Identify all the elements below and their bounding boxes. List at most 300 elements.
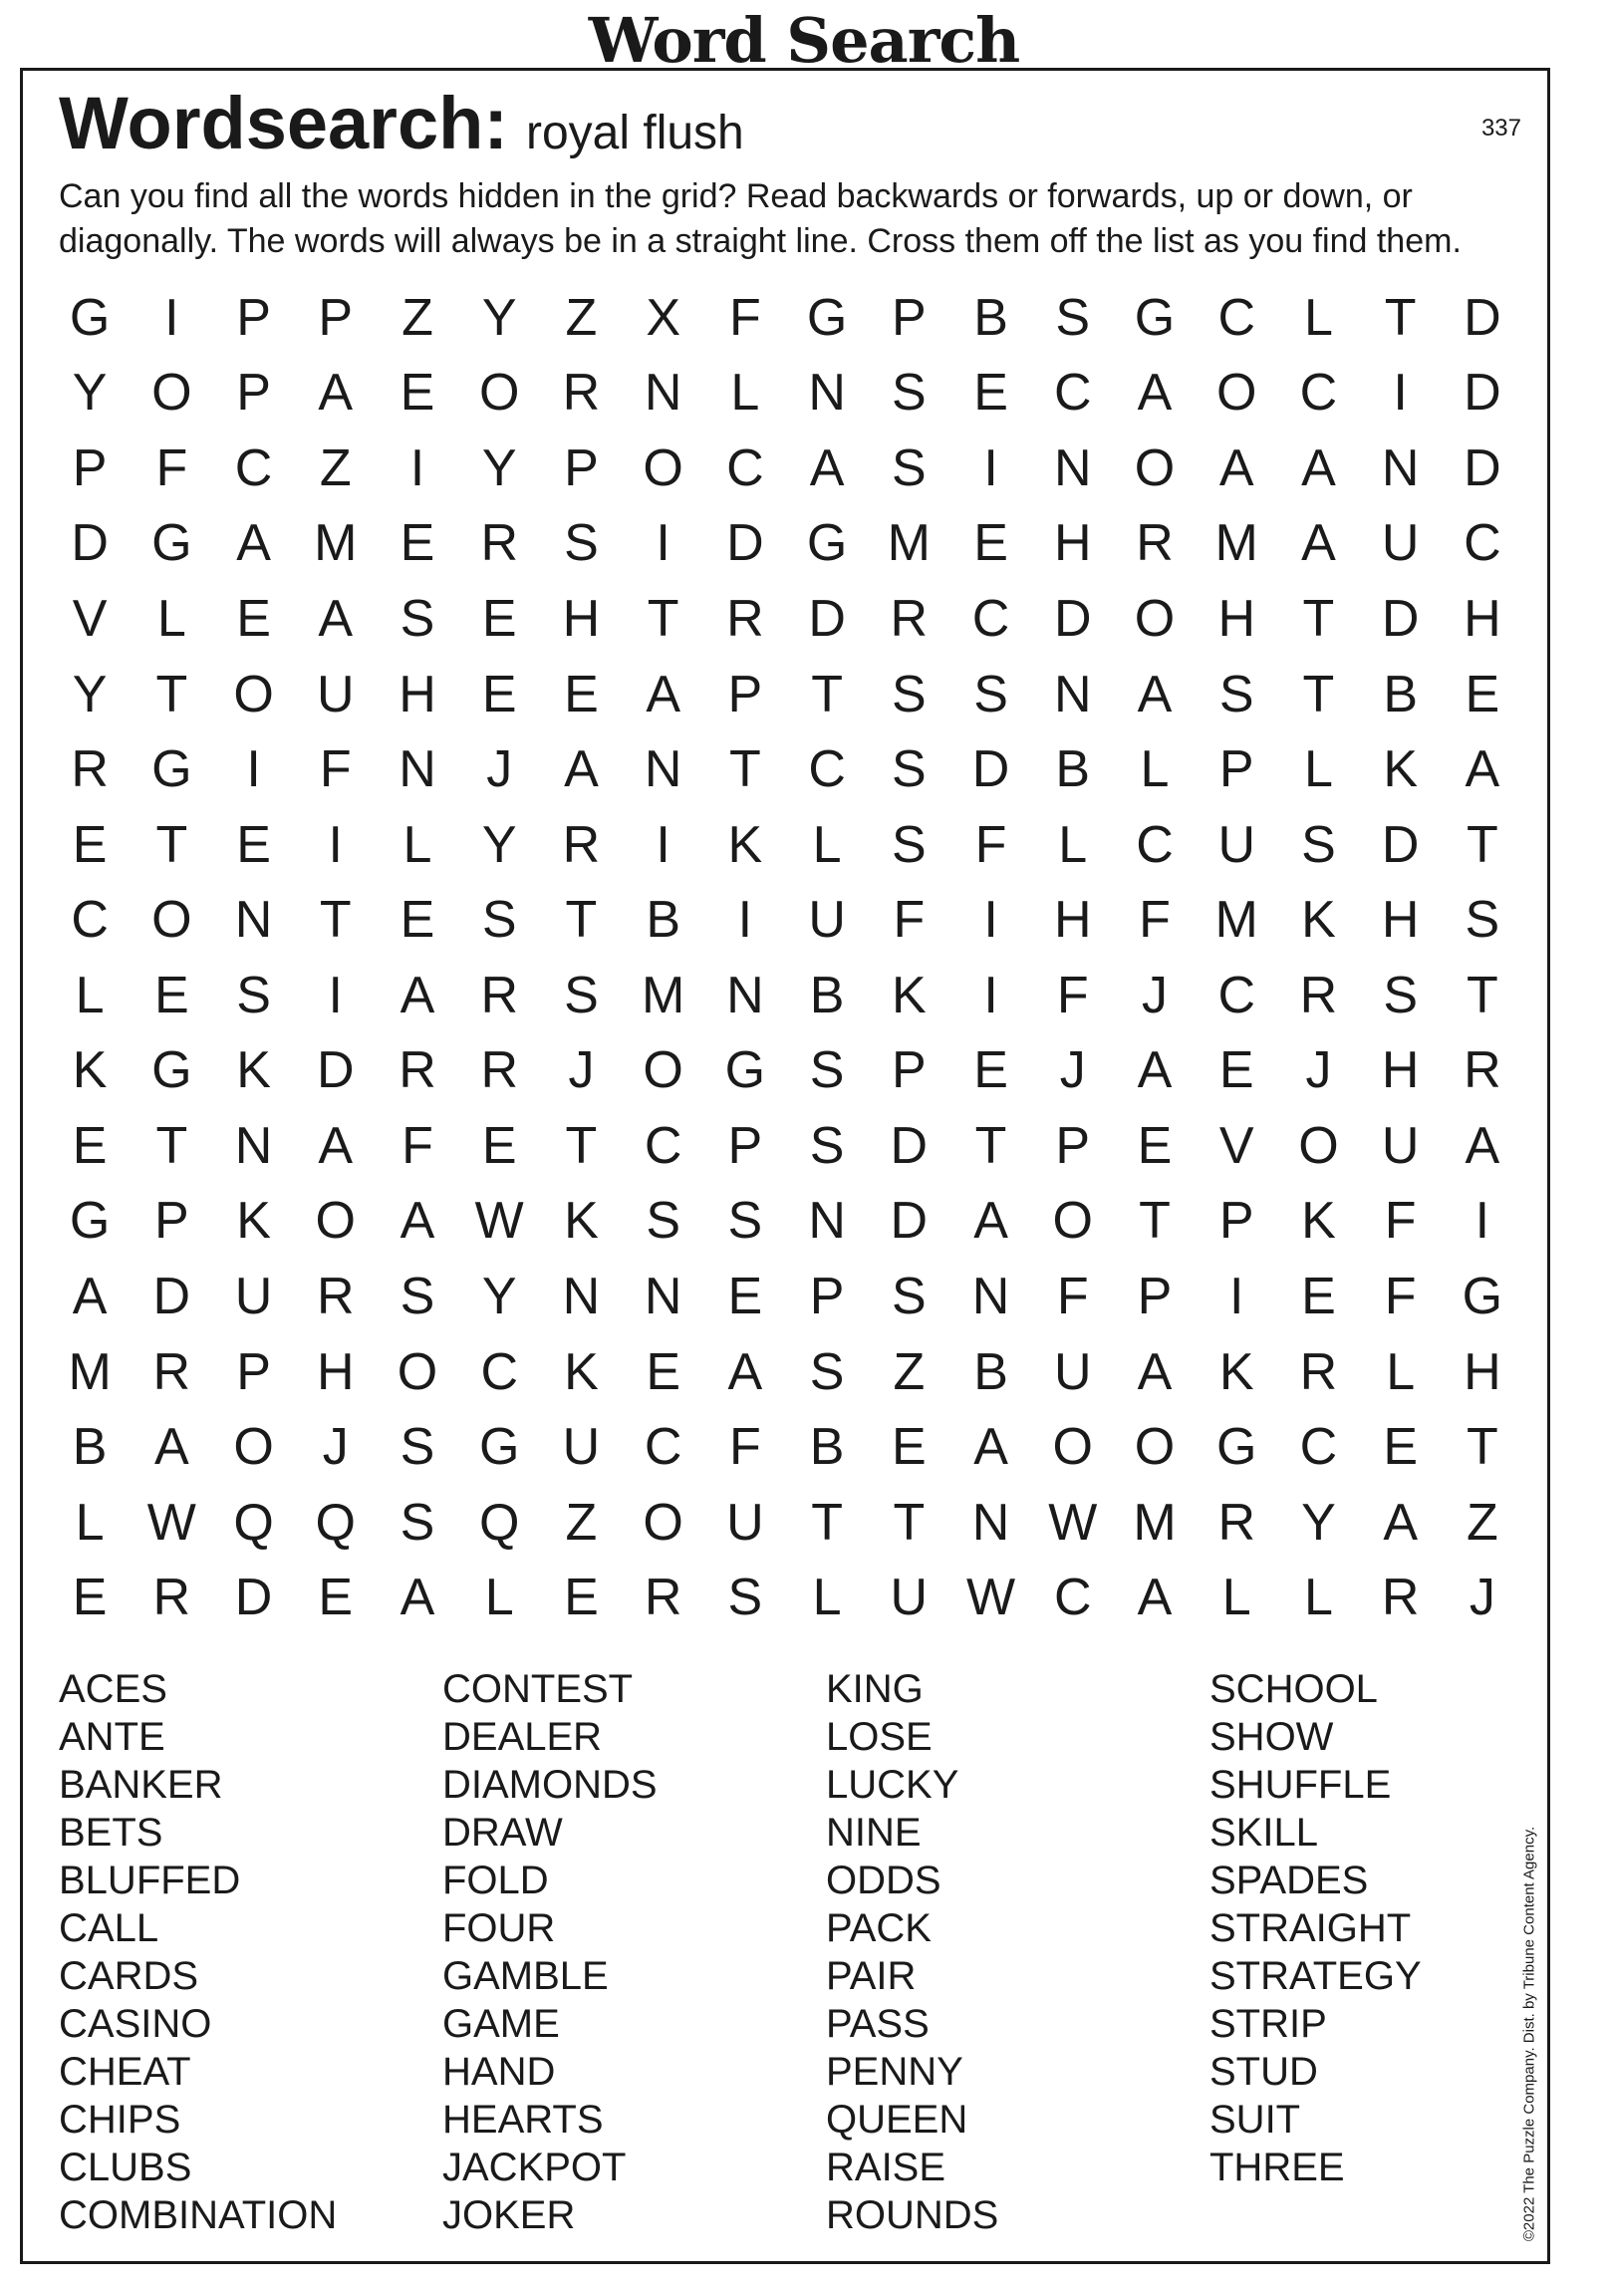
grid-letter[interactable]: H — [1217, 589, 1255, 648]
grid-letter[interactable]: M — [68, 1342, 112, 1401]
grid-letter[interactable]: O — [1215, 364, 1257, 423]
grid-letter[interactable]: C — [644, 1116, 682, 1175]
grid-letter[interactable]: I — [246, 740, 261, 799]
grid-letter[interactable]: R — [562, 364, 601, 423]
grid-letter[interactable]: S — [727, 1192, 763, 1251]
grid-letter[interactable]: A — [1137, 665, 1173, 723]
grid-letter[interactable]: O — [315, 1192, 356, 1251]
grid-letter[interactable]: N — [399, 740, 436, 799]
grid-letter[interactable]: S — [809, 1116, 845, 1175]
grid-letter[interactable]: H — [1381, 891, 1420, 950]
grid-letter[interactable]: K — [564, 1192, 599, 1251]
grid-letter[interactable]: R — [399, 1041, 436, 1100]
grid-letter[interactable]: N — [808, 364, 846, 423]
grid-letter[interactable]: F — [974, 815, 1007, 874]
grid-letter[interactable]: Y — [72, 364, 108, 423]
grid-letter[interactable]: E — [400, 514, 435, 573]
grid-letter[interactable]: C — [726, 438, 764, 497]
grid-letter[interactable]: E — [236, 589, 271, 648]
grid-letter[interactable]: A — [1465, 740, 1500, 799]
grid-letter[interactable]: R — [1299, 1342, 1338, 1401]
grid-letter[interactable]: C — [1053, 364, 1092, 423]
grid-letter[interactable]: D — [1464, 288, 1501, 347]
grid-letter[interactable]: N — [726, 966, 764, 1024]
grid-letter[interactable]: J — [486, 740, 513, 799]
grid-letter[interactable]: S — [400, 589, 435, 648]
grid-letter[interactable]: A — [318, 589, 354, 648]
grid-letter[interactable]: P — [727, 665, 763, 723]
grid-letter[interactable]: V — [1218, 1116, 1254, 1175]
grid-letter[interactable]: R — [480, 1041, 518, 1100]
grid-letter[interactable]: A — [318, 364, 354, 423]
grid-letter[interactable]: L — [1386, 1342, 1416, 1401]
grid-letter[interactable]: E — [400, 891, 435, 950]
grid-letter[interactable]: F — [1384, 1267, 1417, 1325]
grid-letter[interactable]: K — [1383, 740, 1418, 799]
grid-letter[interactable]: L — [1140, 740, 1170, 799]
grid-letter[interactable]: M — [887, 514, 931, 573]
grid-letter[interactable]: D — [234, 1569, 273, 1627]
grid-letter[interactable]: U — [1053, 1342, 1092, 1401]
grid-letter[interactable]: S — [973, 665, 1008, 723]
grid-letter[interactable]: C — [1299, 1418, 1338, 1477]
grid-letter[interactable]: G — [1462, 1267, 1503, 1325]
grid-letter[interactable]: P — [236, 1342, 271, 1401]
grid-letter[interactable]: P — [891, 1041, 927, 1100]
grid-letter[interactable]: N — [562, 1267, 601, 1325]
grid-letter[interactable]: Z — [893, 1342, 926, 1401]
grid-letter[interactable]: O — [151, 891, 192, 950]
grid-letter[interactable]: D — [1464, 438, 1501, 497]
grid-letter[interactable]: N — [644, 740, 682, 799]
grid-letter[interactable]: U — [562, 1418, 601, 1477]
grid-letter[interactable]: Y — [481, 1267, 517, 1325]
grid-letter[interactable]: U — [316, 665, 355, 723]
grid-letter[interactable]: L — [75, 1493, 105, 1552]
grid-letter[interactable]: C — [808, 740, 846, 799]
grid-letter[interactable]: Y — [481, 815, 517, 874]
grid-letter[interactable]: A — [564, 740, 599, 799]
grid-letter[interactable]: Y — [1301, 1493, 1336, 1552]
grid-letter[interactable]: L — [1058, 815, 1088, 874]
grid-letter[interactable]: X — [646, 288, 680, 347]
grid-letter[interactable]: A — [973, 1418, 1008, 1477]
grid-letter[interactable]: F — [1056, 1267, 1089, 1325]
grid-letter[interactable]: D — [971, 740, 1010, 799]
grid-letter[interactable]: S — [1301, 815, 1336, 874]
grid-letter[interactable]: Q — [478, 1493, 520, 1552]
grid-letter[interactable]: L — [484, 1569, 514, 1627]
grid-letter[interactable]: Q — [233, 1493, 274, 1552]
grid-letter[interactable]: O — [397, 1342, 438, 1401]
grid-letter[interactable]: K — [1218, 1342, 1254, 1401]
grid-letter[interactable]: S — [400, 1493, 435, 1552]
grid-letter[interactable]: G — [151, 740, 192, 799]
grid-letter[interactable]: M — [1214, 514, 1258, 573]
grid-letter[interactable]: S — [646, 1192, 680, 1251]
grid-letter[interactable]: R — [1464, 1041, 1501, 1100]
grid-letter[interactable]: W — [474, 1192, 524, 1251]
grid-letter[interactable]: Z — [1466, 1493, 1498, 1552]
grid-letter[interactable]: M — [641, 966, 685, 1024]
grid-letter[interactable]: D — [1464, 364, 1501, 423]
grid-letter[interactable]: O — [1134, 589, 1176, 648]
grid-letter[interactable]: A — [400, 1569, 435, 1627]
grid-letter[interactable]: U — [890, 1569, 929, 1627]
grid-letter[interactable]: W — [146, 1493, 196, 1552]
grid-letter[interactable]: T — [155, 1116, 188, 1175]
grid-letter[interactable]: I — [737, 891, 753, 950]
grid-letter[interactable]: B — [1055, 740, 1091, 799]
grid-letter[interactable]: C — [1217, 288, 1255, 347]
grid-letter[interactable]: V — [72, 589, 108, 648]
grid-letter[interactable]: F — [1139, 891, 1171, 950]
grid-letter[interactable]: O — [1052, 1418, 1093, 1477]
grid-letter[interactable]: I — [983, 891, 998, 950]
grid-letter[interactable]: P — [891, 288, 927, 347]
grid-letter[interactable]: E — [72, 1116, 108, 1175]
grid-letter[interactable]: I — [164, 288, 179, 347]
grid-letter[interactable]: B — [809, 1418, 845, 1477]
grid-letter[interactable]: S — [1055, 288, 1091, 347]
grid-letter[interactable]: R — [562, 815, 601, 874]
grid-letter[interactable]: N — [1053, 665, 1092, 723]
grid-letter[interactable]: I — [656, 815, 670, 874]
grid-letter[interactable]: S — [809, 1342, 845, 1401]
grid-letter[interactable]: R — [890, 589, 929, 648]
grid-letter[interactable]: E — [973, 1041, 1008, 1100]
grid-letter[interactable]: T — [1384, 288, 1417, 347]
grid-letter[interactable]: C — [480, 1342, 518, 1401]
grid-letter[interactable]: C — [234, 438, 273, 497]
grid-letter[interactable]: J — [1059, 1041, 1086, 1100]
grid-letter[interactable]: S — [564, 966, 599, 1024]
grid-letter[interactable]: E — [400, 364, 435, 423]
grid-letter[interactable]: N — [971, 1493, 1010, 1552]
grid-letter[interactable]: N — [234, 1116, 273, 1175]
grid-letter[interactable]: P — [236, 364, 271, 423]
grid-letter[interactable]: S — [400, 1267, 435, 1325]
grid-letter[interactable]: A — [1301, 514, 1336, 573]
grid-letter[interactable]: G — [724, 1041, 766, 1100]
grid-letter[interactable]: Y — [481, 288, 517, 347]
grid-letter[interactable]: T — [319, 891, 352, 950]
grid-letter[interactable]: P — [727, 1116, 763, 1175]
grid-letter[interactable]: L — [402, 815, 432, 874]
grid-letter[interactable]: I — [328, 815, 343, 874]
grid-letter[interactable]: B — [72, 1418, 108, 1477]
grid-letter[interactable]: O — [1134, 1418, 1176, 1477]
grid-letter[interactable]: F — [893, 891, 926, 950]
grid-letter[interactable]: L — [812, 815, 842, 874]
grid-letter[interactable]: H — [1464, 1342, 1501, 1401]
grid-letter[interactable]: O — [1298, 1116, 1339, 1175]
grid-letter[interactable]: U — [808, 891, 846, 950]
grid-letter[interactable]: O — [233, 1418, 274, 1477]
grid-letter[interactable]: M — [314, 514, 358, 573]
grid-letter[interactable]: N — [644, 1267, 682, 1325]
grid-letter[interactable]: P — [564, 438, 599, 497]
grid-letter[interactable]: L — [730, 364, 760, 423]
grid-letter[interactable]: F — [155, 438, 188, 497]
grid-letter[interactable]: P — [153, 1192, 189, 1251]
grid-letter[interactable]: A — [1218, 438, 1254, 497]
grid-letter[interactable]: S — [1218, 665, 1254, 723]
grid-letter[interactable]: O — [643, 438, 683, 497]
grid-letter[interactable]: D — [71, 514, 109, 573]
grid-letter[interactable]: H — [1464, 589, 1501, 648]
grid-letter[interactable]: I — [328, 966, 343, 1024]
grid-letter[interactable]: C — [71, 891, 109, 950]
grid-letter[interactable]: T — [565, 1116, 598, 1175]
grid-letter[interactable]: N — [644, 364, 682, 423]
grid-letter[interactable]: J — [1305, 1041, 1332, 1100]
grid-letter[interactable]: O — [1134, 438, 1176, 497]
grid-letter[interactable]: R — [152, 1342, 191, 1401]
grid-letter[interactable]: T — [155, 815, 188, 874]
grid-letter[interactable]: B — [809, 966, 845, 1024]
grid-letter[interactable]: S — [236, 966, 271, 1024]
grid-letter[interactable]: O — [151, 364, 192, 423]
grid-letter[interactable]: F — [728, 1418, 761, 1477]
grid-letter[interactable]: E — [72, 815, 108, 874]
grid-letter[interactable]: G — [806, 514, 848, 573]
grid-letter[interactable]: O — [1052, 1192, 1093, 1251]
grid-letter[interactable]: U — [726, 1493, 764, 1552]
grid-letter[interactable]: E — [481, 1116, 517, 1175]
grid-letter[interactable]: D — [1381, 815, 1420, 874]
grid-letter[interactable]: B — [1383, 665, 1418, 723]
grid-letter[interactable]: N — [1381, 438, 1420, 497]
grid-letter[interactable]: K — [564, 1342, 599, 1401]
grid-letter[interactable]: K — [72, 1041, 108, 1100]
grid-letter[interactable]: Y — [72, 665, 108, 723]
grid-letter[interactable]: G — [478, 1418, 520, 1477]
grid-letter[interactable]: H — [316, 1342, 355, 1401]
grid-letter[interactable]: A — [1137, 1041, 1173, 1100]
grid-letter[interactable]: T — [647, 589, 679, 648]
grid-letter[interactable]: I — [409, 438, 425, 497]
grid-letter[interactable]: O — [643, 1493, 683, 1552]
grid-letter[interactable]: T — [1466, 1418, 1498, 1477]
grid-letter[interactable]: R — [1299, 966, 1338, 1024]
grid-letter[interactable]: W — [1048, 1493, 1098, 1552]
grid-letter[interactable]: A — [727, 1342, 763, 1401]
grid-letter[interactable]: H — [1053, 891, 1092, 950]
grid-letter[interactable]: A — [153, 1418, 189, 1477]
grid-letter[interactable]: R — [480, 966, 518, 1024]
grid-letter[interactable]: I — [1393, 364, 1408, 423]
grid-letter[interactable]: A — [646, 665, 680, 723]
grid-letter[interactable]: R — [644, 1569, 682, 1627]
grid-letter[interactable]: R — [316, 1267, 355, 1325]
grid-letter[interactable]: P — [1055, 1116, 1091, 1175]
grid-letter[interactable]: G — [1215, 1418, 1257, 1477]
grid-letter[interactable]: G — [69, 288, 111, 347]
grid-letter[interactable]: G — [69, 1192, 111, 1251]
grid-letter[interactable]: E — [973, 364, 1008, 423]
grid-letter[interactable]: P — [318, 288, 354, 347]
grid-letter[interactable]: S — [1465, 891, 1500, 950]
grid-letter[interactable]: J — [568, 1041, 595, 1100]
grid-letter[interactable]: I — [1474, 1192, 1490, 1251]
grid-letter[interactable]: U — [1381, 1116, 1420, 1175]
grid-letter[interactable]: D — [726, 514, 764, 573]
grid-letter[interactable]: R — [71, 740, 109, 799]
grid-letter[interactable]: S — [481, 891, 517, 950]
grid-letter[interactable]: U — [1217, 815, 1255, 874]
grid-letter[interactable]: M — [1214, 891, 1258, 950]
grid-letter[interactable]: T — [155, 665, 188, 723]
grid-letter[interactable]: E — [481, 589, 517, 648]
grid-letter[interactable]: A — [1137, 1342, 1173, 1401]
grid-letter[interactable]: S — [891, 438, 927, 497]
grid-letter[interactable]: W — [966, 1569, 1016, 1627]
grid-letter[interactable]: T — [565, 891, 598, 950]
grid-letter[interactable]: D — [808, 589, 846, 648]
grid-letter[interactable]: A — [1301, 438, 1336, 497]
grid-letter[interactable]: S — [564, 514, 599, 573]
grid-letter[interactable]: R — [1381, 1569, 1420, 1627]
grid-letter[interactable]: Y — [481, 438, 517, 497]
grid-letter[interactable]: A — [72, 1267, 108, 1325]
grid-letter[interactable]: A — [973, 1192, 1008, 1251]
grid-letter[interactable]: T — [1302, 665, 1335, 723]
grid-letter[interactable]: G — [1134, 288, 1176, 347]
grid-letter[interactable]: K — [236, 1192, 271, 1251]
grid-letter[interactable]: S — [891, 665, 927, 723]
grid-letter[interactable]: L — [1303, 288, 1333, 347]
grid-letter[interactable]: L — [75, 966, 105, 1024]
grid-letter[interactable]: E — [1218, 1041, 1254, 1100]
grid-letter[interactable]: K — [1301, 1192, 1336, 1251]
grid-letter[interactable]: F — [1384, 1192, 1417, 1251]
grid-letter[interactable]: J — [1469, 1569, 1495, 1627]
grid-letter[interactable]: A — [400, 966, 435, 1024]
grid-letter[interactable]: I — [1228, 1267, 1244, 1325]
grid-letter[interactable]: Q — [315, 1493, 356, 1552]
grid-letter[interactable]: R — [726, 589, 764, 648]
grid-letter[interactable]: K — [891, 966, 927, 1024]
grid-letter[interactable]: U — [234, 1267, 273, 1325]
grid-letter[interactable]: E — [1383, 1418, 1418, 1477]
grid-letter[interactable]: E — [481, 665, 517, 723]
grid-letter[interactable]: A — [1137, 364, 1173, 423]
grid-letter[interactable]: A — [1137, 1569, 1173, 1627]
grid-letter[interactable]: H — [1381, 1041, 1420, 1100]
grid-letter[interactable]: D — [1381, 589, 1420, 648]
grid-letter[interactable]: K — [236, 1041, 271, 1100]
grid-letter[interactable]: G — [151, 514, 192, 573]
grid-letter[interactable]: S — [891, 740, 927, 799]
grid-letter[interactable]: C — [1299, 364, 1338, 423]
grid-letter[interactable]: R — [152, 1569, 191, 1627]
grid-letter[interactable]: E — [72, 1569, 108, 1627]
grid-letter[interactable]: D — [890, 1116, 929, 1175]
grid-letter[interactable]: D — [316, 1041, 355, 1100]
grid-letter[interactable]: O — [643, 1041, 683, 1100]
grid-letter[interactable]: C — [1053, 1569, 1092, 1627]
grid-letter[interactable]: P — [1137, 1267, 1173, 1325]
grid-letter[interactable]: P — [1218, 740, 1254, 799]
grid-letter[interactable]: C — [971, 589, 1010, 648]
grid-letter[interactable]: D — [1053, 589, 1092, 648]
grid-letter[interactable]: S — [809, 1041, 845, 1100]
grid-letter[interactable]: O — [478, 364, 520, 423]
grid-letter[interactable]: N — [971, 1267, 1010, 1325]
grid-letter[interactable]: G — [151, 1041, 192, 1100]
grid-letter[interactable]: C — [1464, 514, 1501, 573]
grid-letter[interactable]: U — [1381, 514, 1420, 573]
grid-letter[interactable]: I — [656, 514, 670, 573]
grid-letter[interactable]: P — [1218, 1192, 1254, 1251]
grid-letter[interactable]: J — [1141, 966, 1168, 1024]
grid-letter[interactable]: A — [400, 1192, 435, 1251]
grid-letter[interactable]: T — [811, 1493, 843, 1552]
grid-letter[interactable]: R — [1217, 1493, 1255, 1552]
grid-letter[interactable]: T — [893, 1493, 926, 1552]
grid-letter[interactable]: S — [1383, 966, 1418, 1024]
grid-letter[interactable]: Z — [319, 438, 352, 497]
grid-letter[interactable]: T — [728, 740, 761, 799]
grid-letter[interactable]: E — [891, 1418, 927, 1477]
grid-letter[interactable]: F — [402, 1116, 433, 1175]
grid-letter[interactable]: E — [236, 815, 271, 874]
grid-letter[interactable]: T — [1466, 966, 1498, 1024]
grid-letter[interactable]: F — [319, 740, 352, 799]
grid-letter[interactable]: N — [808, 1192, 846, 1251]
grid-letter[interactable]: Z — [402, 288, 433, 347]
grid-letter[interactable]: T — [1139, 1192, 1171, 1251]
grid-letter[interactable]: E — [564, 1569, 599, 1627]
grid-letter[interactable]: E — [1137, 1116, 1173, 1175]
grid-letter[interactable]: E — [727, 1267, 763, 1325]
grid-letter[interactable]: N — [234, 891, 273, 950]
grid-letter[interactable]: Z — [565, 1493, 598, 1552]
grid-letter[interactable]: I — [983, 438, 998, 497]
grid-letter[interactable]: C — [644, 1418, 682, 1477]
grid-letter[interactable]: T — [1466, 815, 1498, 874]
grid-letter[interactable]: S — [727, 1569, 763, 1627]
grid-letter[interactable]: J — [322, 1418, 349, 1477]
grid-letter[interactable]: L — [1303, 1569, 1333, 1627]
grid-letter[interactable]: E — [564, 665, 599, 723]
grid-letter[interactable]: T — [811, 665, 843, 723]
grid-letter[interactable]: P — [809, 1267, 845, 1325]
grid-letter[interactable]: E — [1301, 1267, 1336, 1325]
grid-letter[interactable]: P — [236, 288, 271, 347]
grid-letter[interactable]: S — [891, 1267, 927, 1325]
grid-letter[interactable]: C — [1217, 966, 1255, 1024]
grid-letter[interactable]: B — [973, 1342, 1008, 1401]
grid-letter[interactable]: A — [1465, 1116, 1500, 1175]
grid-letter[interactable]: E — [973, 514, 1008, 573]
grid-letter[interactable]: K — [1301, 891, 1336, 950]
grid-letter[interactable]: A — [809, 438, 845, 497]
grid-letter[interactable]: R — [1136, 514, 1174, 573]
grid-letter[interactable]: R — [480, 514, 518, 573]
grid-letter[interactable]: A — [236, 514, 271, 573]
grid-letter[interactable]: S — [400, 1418, 435, 1477]
grid-letter[interactable]: I — [983, 966, 998, 1024]
grid-letter[interactable]: Z — [565, 288, 598, 347]
grid-letter[interactable]: E — [646, 1342, 680, 1401]
grid-letter[interactable]: S — [891, 364, 927, 423]
grid-letter[interactable]: A — [318, 1116, 354, 1175]
grid-letter[interactable]: O — [233, 665, 274, 723]
grid-letter[interactable]: G — [806, 288, 848, 347]
grid-letter[interactable]: D — [152, 1267, 191, 1325]
